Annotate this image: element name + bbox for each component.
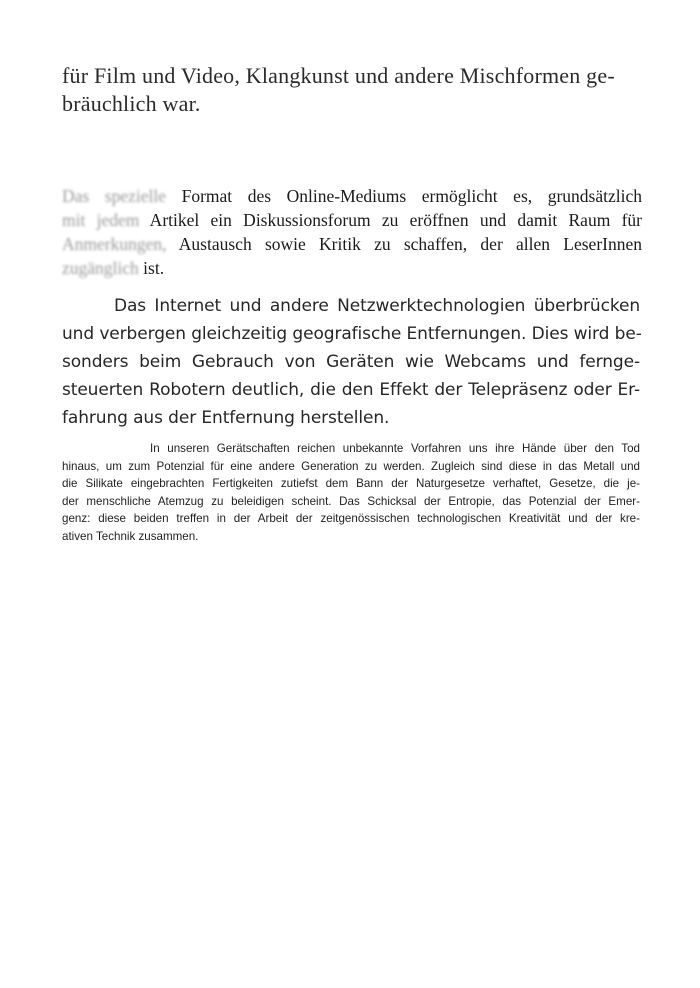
paragraph-sans (62, 292, 640, 432)
text-line: sonders beim Gebrauch von Geräten wie Webcams und fernge- (62, 352, 640, 372)
text-line: fahrung aus der Entfernung herstellen. (62, 408, 390, 428)
text-line: In unseren Gerätschaften reichen unbekannte Vorfahren uns ihre Hände über den Tod (150, 442, 640, 455)
line-text: Artikel ein Diskussionsforum zu eröffnen und damit Raum für (139, 210, 642, 230)
text-line: für Film und Video, Klangkunst und andere Mischformen ge- (62, 63, 615, 88)
blurred-text: mit jedem (62, 210, 140, 230)
text-line: steuerten Robotern deutlich, die den Effekt der Telepräsenz oder Er- (62, 380, 640, 400)
text-line (62, 184, 642, 208)
text-line: bräuchlich war. (62, 91, 201, 116)
line-text: ist. (138, 258, 165, 278)
blurred-text: Das spezielle (62, 186, 167, 206)
text-line (62, 232, 642, 256)
text-line (62, 256, 642, 280)
blurred-text: Anmerkungen, (62, 234, 167, 254)
text-line: und verbergen gleichzeitig geografische Entfernungen. Dies wird be- (62, 324, 642, 344)
text-line: hinaus, um zum Potenzial für eine andere Generation zu werden. Zugleich sind diese in das Metall und (62, 459, 640, 473)
text-line: genz: diese beiden treffen in der Arbeit der zeitgenössischen technologischen Kreativität und der kre- (62, 512, 640, 525)
text-line: die Silikate eingebrachten Fertigkeiten zutiefst dem Bann der Naturgesetze verhaftet, Gesetze, die je- (62, 477, 640, 490)
line-text: Format des Online-Mediums ermöglicht es, grundsätzlich (166, 186, 642, 206)
line-text: Austausch sowie Kritik zu schaffen, der allen LeserInnen (166, 234, 642, 254)
text-line (62, 208, 642, 232)
paragraph-small-sans (62, 440, 640, 545)
text-line: Das Internet und andere Netzwerktechnologien überbrücken (114, 296, 640, 316)
text-line: der menschliche Atemzug zu beleidigen scheint. Das Schicksal der Entropie, das Potenzial der Emer- (62, 494, 640, 508)
blurred-text: zugänglich (62, 258, 139, 278)
text-line: ativen Technik zusammen. (62, 529, 199, 543)
paragraph-serif-blurred (62, 184, 642, 280)
paragraph-serif-large (62, 62, 642, 118)
